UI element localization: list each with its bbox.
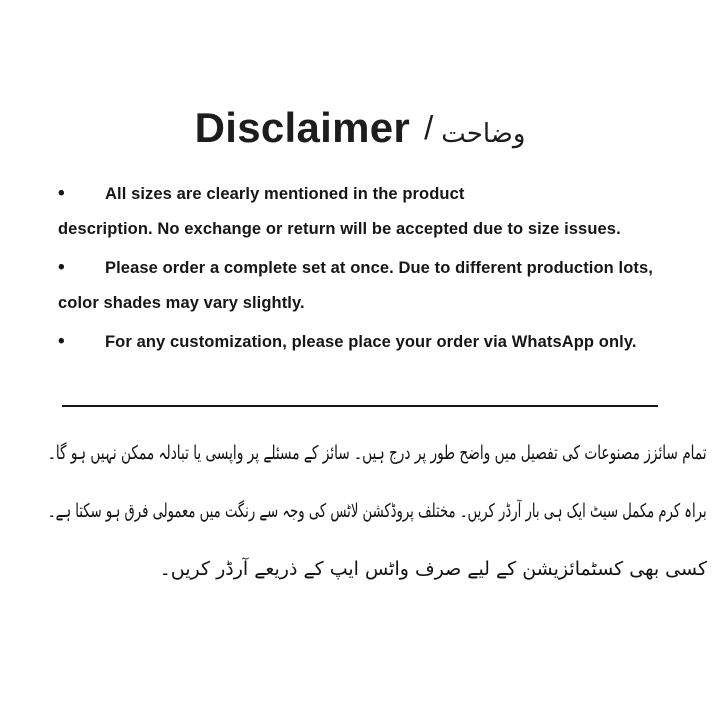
bullet-text: Please order a complete set at once. Due to different production lots, [105, 259, 653, 277]
list-item-complete-set [58, 250, 662, 321]
bullet-text: All sizes are clearly mentioned in the product [105, 185, 465, 203]
urdu-disclaimer-text [48, 424, 707, 598]
bullet-icon: • [58, 257, 65, 278]
bullet-text: For any customization, please place your order via WhatsApp only. [105, 333, 637, 351]
urdu-line-sizes [48, 424, 707, 482]
bullet-icon: • [58, 331, 65, 352]
bullet-icon: • [58, 183, 65, 204]
title-separator: / [424, 109, 434, 146]
bullet-first-line [58, 324, 662, 360]
bullet-first-line [58, 250, 662, 286]
list-item-customization [58, 324, 662, 360]
bullet-continuation-line: color shades may vary slightly. [58, 294, 305, 312]
list-item-sizes [58, 176, 662, 247]
title-english: Disclaimer [194, 104, 411, 151]
page-title [0, 104, 720, 152]
urdu-line-text: تمام سائزز مصنوعات کی تفصیل میں واضح طور پر درج ہیں۔ سائز کے مسئلے پر واپسی یا تبادلہ ممکن نہیں ہو گا۔ [48, 442, 707, 464]
urdu-line-text: کسی بھی کسٹمائزیشن کے لیے صرف واٹس ایپ کے ذریعے آرڈر کریں۔ [159, 558, 707, 580]
bullet-first-line [58, 176, 662, 212]
horizontal-divider [62, 405, 658, 407]
urdu-line-complete-set [48, 482, 707, 540]
english-disclaimer-list [58, 176, 662, 363]
urdu-line-text: براہ کرم مکمل سیٹ ایک ہی بار آرڈر کریں۔ مختلف پروڈکشن لاٹس کی وجہ سے رنگت میں معمولی فرق ہو سکتا ہے۔ [48, 500, 707, 522]
title-urdu: وضاحت [441, 119, 526, 149]
bullet-continuation-line: description. No exchange or return will be accepted due to size issues. [58, 220, 621, 238]
urdu-line-customization [48, 540, 707, 598]
